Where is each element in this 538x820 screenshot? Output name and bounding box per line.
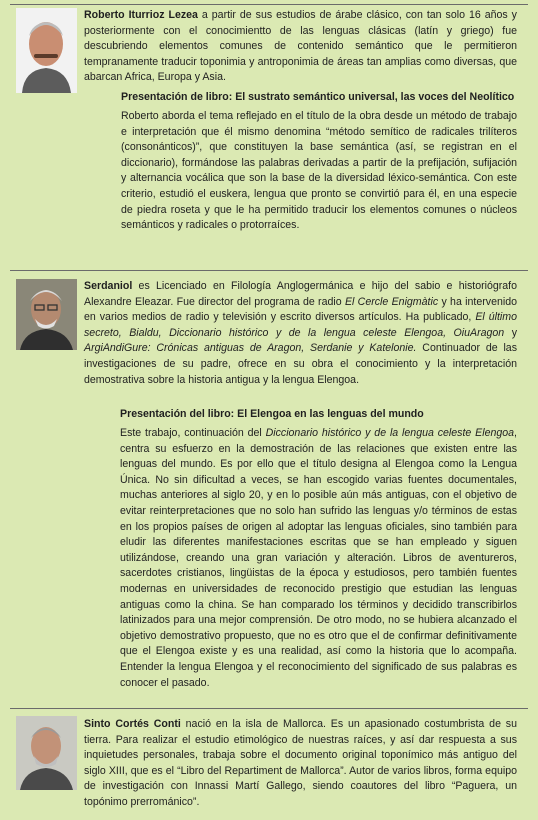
author3-photo	[16, 716, 77, 790]
author2-book-text: Este trabajo, continuación del Diccionario histórico y de la lengua celeste Elengoa, centra su esfuerzo en la demostración de las relaciones que existen entre las lenguas del mundo. Es por ello que el título designa al Elengoa como la Lengua Única. No sin dificultad a veces, se han escogido varias fuentes documentales, muchas anteriores al siglo 20, y en lo posible aún más antiguas, con el objetivo de evitar reinterpretaciones que no solo han sufrido las lenguas y/o términos de estas en los propios países de origen al adoptar las lenguas oficiales, sino también para eludir las diferentes manifestaciones escritas que se han empleado y siguen utilizándose, creando una gran variación y alteración. Libros de aventureros, sacerdotes cristianos, lingüistas de la época y estudiosos, pero también fuentes modernas en universidades de reconocido prestigio que estudian las lenguas antiguas como la china. Se han comparado los términos y decidido transcribirlos latinizados para una mejor comprensión. De otro modo, no se hubiera alcanzado el objetivo demostrativo propuesto, que no es otro que el de confirmar definitivamente que el Elengoa existe y es una realidad, así como la historia que lo acompaña. Entender la lengua Elengoa y el reconocimiento del significado de sus palabras es conocer el pasado.	[120, 427, 517, 689]
author2-book-title: Presentación del libro: El Elengoa en las lenguas del mundo	[120, 408, 424, 420]
author1-book-title: Presentación de libro: El sustrato semántico universal, las voces del Neolítico	[121, 91, 515, 103]
author1-photo	[16, 8, 77, 93]
author1-book-text: Roberto aborda el tema reflejado en el título de la obra desde un método de trabajo e interpretación que él mismo denomina “método semítico de radicales trilíteros (consonánticos)”, que constituyen la base semántica (así, se registran en el diccionario), formándose las palabras derivadas a partir de la prefijación, sufijación y alternancia vocálica que son la base de la diversidad léxico-semántica. Con este criterio, estudió el euskera, lengua que pronto se convirtió para él, en una especie de piedra roseta y que le ha permitido traducir los elementos comunes o núcleos semánticos y radicales o protorraíces.	[121, 110, 517, 232]
author2-name: Serdaniol	[84, 280, 133, 292]
author1-name: Roberto Iturrioz Lezea	[84, 9, 198, 21]
author3-name: Sinto Cortés Conti	[84, 718, 181, 730]
divider-2	[10, 270, 528, 271]
author2-photo	[16, 279, 77, 350]
author2-bio: Serdaniol es Licenciado en Filología Anglogermánica e hijo del sabio e historiógrafo Alexandre Eleazar. Fue director del programa de radio El Cercle Enigmàtic y ha intervenido en varios medios de radio y televisión y escrito diversos artículos. Ha publicado, El último secreto, Bialdu, Diccionario histórico y de la lengua celeste Elengoa, OiuAragon y ArgiAndiGure: Crónicas antiguas de Aragon, Serdanie y Katelonie. Continuador de las investigaciones de su padre, ofrece en su obra el conocimiento y la interpretación demostrativa sobre la historia antigua y la lengua Elengoa.	[84, 280, 518, 386]
divider-3	[10, 708, 528, 709]
author3-bio: Sinto Cortés Conti nació en la isla de Mallorca. Es un apasionado costumbrista de su tierra. Para realizar el estudio etimológico de nuestras raíces, y así dar respuesta a sus inquietudes personales, trabaja sobre el documento original toponímico más antiguo del siglo XIII, que es el “Libro del Repartiment de Mallorca”. Autor de varios libros, forma equipo de investigación con Innassi Martí Gallego, siendo coautores del libro “Paguera, un topónimo prerrománico”.	[84, 718, 517, 808]
top-divider	[10, 4, 528, 5]
author1-bio: Roberto Iturrioz Lezea a partir de sus estudios de árabe clásico, con tan solo 16 años y posteriormente con el conocimientto de las lenguas clásicas (latín y griego) fue descubriendo elementos comunes de contenido semántico que le permitieron tempranamente traducir toponimia y antroponimia de áreas tan amplias como diversas, que abarcan Africa, Europa y Asia.	[84, 9, 517, 84]
